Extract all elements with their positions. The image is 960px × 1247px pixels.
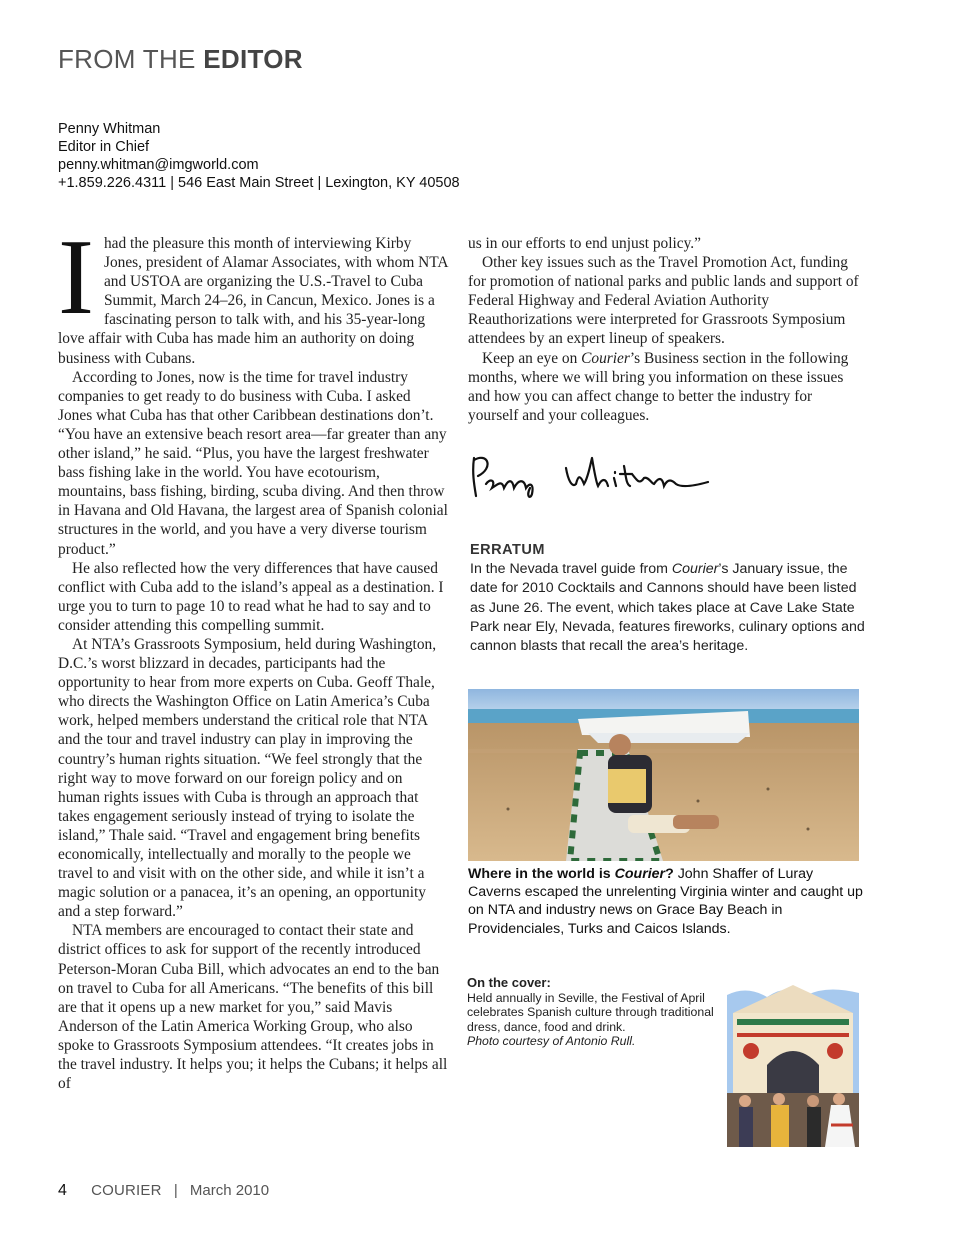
page-number: 4 bbox=[58, 1182, 67, 1199]
article-paragraph: Keep an eye on Courier’s Business section in the following months, where we will bring you information on these issues and how you can affect change to better the industry for yourself and your colleagues. bbox=[468, 349, 849, 424]
beach-photo bbox=[468, 689, 859, 861]
cover-photo bbox=[727, 975, 859, 1147]
article-paragraph: According to Jones, now is the time for travel industry companies to get ready to do business with Cuba. I asked Jones what Cuba has that other Caribbean destinations don’t. “You have an extensive beach resort area—far greater than any other island,” he said. “Plus, you have the largest freshwater bass fishing lake in the world. You have ecotourism, mountains, bass fishing, birding, scuba diving. And then throw in Havana and Old Havana, the largest area of Spanish colonial structures in the world, and you have a very diverse tourism product.” bbox=[58, 368, 448, 558]
editor-contact bbox=[58, 120, 460, 192]
article-column-2 bbox=[468, 234, 860, 425]
cover-caption-text: Held annually in Seville, the Festival of April celebrates Spanish culture through traditional dress, dance, food and drink. bbox=[467, 990, 714, 1034]
editor-signature bbox=[468, 448, 728, 508]
photo-caption: Where in the world is Courier? John Shaffer of Luray Caverns escaped the unrelenting Virginia winter and caught up on NTA and industry news on Grace Bay Beach in Providenciales, Turks and Caicos Islands. bbox=[468, 866, 863, 937]
article-paragraph: us in our efforts to end unjust policy.” bbox=[468, 235, 701, 252]
article-column-1 bbox=[58, 218, 448, 1093]
cover-caption-credit: Photo courtesy of Antonio Rull. bbox=[467, 1034, 636, 1048]
editor-email[interactable]: penny.whitman@imgworld.com bbox=[58, 157, 259, 173]
article-paragraph: NTA members are encouraged to contact their state and district offices to ask for support of the recently introduced Peterson-Moran Cuba Bill, which advocates an end to the ban on travel to Cuba for all Americans. “The benefits of this bill are that it opens up a new market for you,” said Mavis Anderson of the Latin America Working Group, who also spoke to Grassroots Symposium attendees. “It creates jobs in the travel industry. It helps you; it helps the Cubans; it helps all of bbox=[58, 922, 448, 1093]
erratum-text: In the Nevada travel guide from Courier’s January issue, the date for 2010 Cocktails and Cannons should have been listed as June 26. The event, which takes place at Cave Lake State Park near Ely, Nevada, features fireworks, culinary options and cannon blasts that recall the area’s heritage. bbox=[470, 561, 865, 655]
article-paragraph: He also reflected how the very differences that have caused conflict with Cuba add to the island’s appeal as a destination. I urge you to turn to page 10 to read what he had to say and to consider attending this compelling summit. bbox=[58, 559, 444, 634]
publication-name: COURIER bbox=[91, 1182, 162, 1199]
article-paragraph: At NTA’s Grassroots Symposium, held during Washington, D.C.’s worst blizzard in decades, participants had the opportunity to hear from more experts on Cuba. Geoff Thale, who directs the Washington Office on Latin America’s Cuba work, helped members understand the critical role that NTA and the tour and travel industry can play in improving the country’s human rights situation. “We feel strongly that the right way to move forward on our foreign policy and on human rights issues with Cuba is through an approach that takes engagement seriously instead of trying to isolate the island,” Thale said. “Travel and engagement bring benefits economically, intellectually and morally to the people we travel to and visit with on the other side, and while it isn’t a magic solution or a panacea, it’s an opening, an opportunity and a step forward.” bbox=[58, 635, 437, 921]
drop-cap: I bbox=[58, 218, 94, 337]
issue-date: March 2010 bbox=[189, 1182, 270, 1199]
signature-text: Penny Whitman bbox=[468, 448, 476, 449]
erratum-title: ERRATUM bbox=[470, 542, 545, 558]
header-prefix: FROM THE bbox=[58, 44, 196, 74]
header-bold: EDITOR bbox=[203, 44, 303, 74]
erratum-box bbox=[470, 541, 865, 656]
cover-caption-title: On the cover: bbox=[467, 975, 551, 990]
article-paragraph: Ihad the pleasure this month of interviewing Kirby Jones, president of Alamar Associates, with whom NTA and USTOA are organizing the U.S.-Travel to Cuba Summit, March 24–26, in Cancun, Mexico. Jones is a fascinating person to talk with, and his 35-year-long love affair with Cuba has made him an authority on doing business with Cubans. bbox=[58, 218, 448, 367]
editor-title: Editor in Chief bbox=[58, 139, 150, 155]
editor-details: +1.859.226.4311 | 546 East Main Street | Lexington, KY 40508 bbox=[58, 175, 460, 191]
editor-name: Penny Whitman bbox=[58, 121, 161, 137]
footer-separator: | bbox=[173, 1182, 178, 1199]
page-footer bbox=[58, 1182, 269, 1200]
cover-caption bbox=[467, 976, 722, 1049]
article-paragraph: Other key issues such as the Travel Promotion Act, funding for promotion of national parks and public lands and support of Federal Highway and Federal Aviation Authority Reauthorizations were interpreted for Grassroots Symposium attendees by an expert lineup of speakers. bbox=[468, 254, 859, 348]
section-header bbox=[58, 44, 303, 75]
